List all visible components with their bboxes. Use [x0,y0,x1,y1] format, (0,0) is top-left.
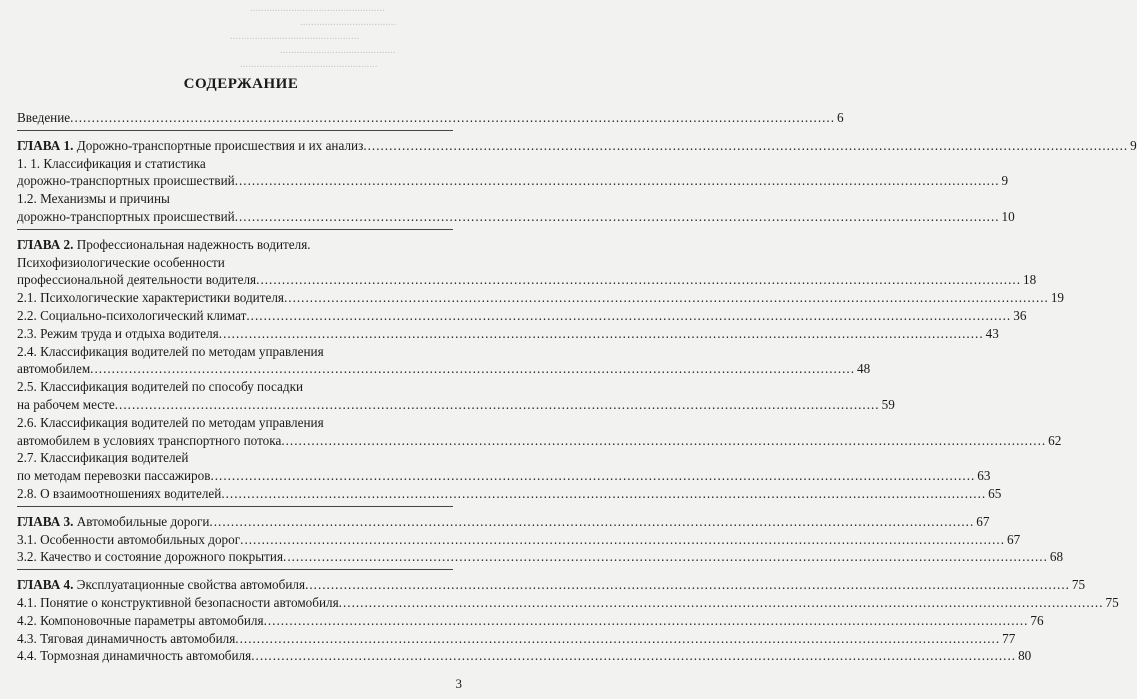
toc-page-number: 67 [976,513,990,529]
leader-dots [235,630,1000,648]
toc-page-number: 43 [985,325,999,341]
toc-entry-label: Введение [17,110,71,125]
toc-page-number: 9 [1130,137,1137,153]
leader-dots [264,612,1029,630]
chapter-label: ГЛАВА 2. [17,236,74,252]
leader-dots [210,467,975,485]
toc-entry-label: 4.1. Понятие о конструктивной безопасности автомобиля [17,594,339,610]
toc-entry-1-2[interactable] [17,208,1015,226]
toc-entry-2-4-line1[interactable]: 2.4. Классификация водителей по методам управления [17,343,324,359]
toc-entry-label: автомобилем в условиях транспортного потока [17,432,282,448]
toc-entry-2-4[interactable] [17,360,871,378]
toc-entry-1-1-line1[interactable]: 1. 1. Классификация и статистика [17,155,206,171]
chapter-title: Эксплуатационные свойства автомобиля [76,577,306,593]
toc-page-number: 19 [1050,290,1065,306]
leader-dots [115,396,880,414]
toc-chapter-3[interactable] [17,513,990,531]
toc-entry-label: автомобилем [17,361,91,377]
divider [17,229,453,230]
chapter-title: Автомобильные дороги [76,513,210,529]
chapter-label: ГЛАВА 4. [17,577,74,593]
leader-dots [90,360,855,378]
toc-page-number: 75 [1105,594,1119,610]
leader-dots [221,485,986,503]
toc-page-number: 9 [1001,173,1009,189]
toc-page-number: 77 [1002,630,1016,646]
toc-entry-2-7-line1[interactable]: 2.7. Классификация водителей [17,450,189,466]
toc-entry-2-8[interactable] [17,485,1002,503]
toc-entry-2-1[interactable] [17,289,1065,307]
toc-entry-label: 3.2. Качество и состояние дорожного покрытия [17,549,284,565]
toc-entry-label: 2.8. О взаимоотношениях водителей [17,485,222,501]
leader-dots [305,576,1070,594]
toc-page-number: 65 [988,485,1002,501]
table-of-contents [17,109,1137,665]
toc-page-number: 59 [881,396,895,412]
divider [17,506,453,507]
toc-entry-1-2-line1[interactable]: 1.2. Механизмы и причины [17,191,170,207]
leader-dots [283,548,1048,566]
leader-dots [235,208,1000,226]
toc-entry-2-5-line1[interactable]: 2.5. Классификация водителей по способу посадки [17,379,304,395]
chapter-title: Профессиональная надежность водителя. [76,236,311,252]
toc-entry-intro[interactable] [17,109,844,127]
toc-entry-label: 2.2. Социально-психологический климат [17,307,247,323]
toc-entry-label: 4.3. Тяговая динамичность автомобиля [17,630,236,646]
leader-dots [219,325,984,343]
toc-entry-label: 3.1. Особенности автомобильных дорог [17,531,241,547]
leader-dots [251,647,1016,665]
toc-entry-label: по методам перевозки пассажиров [17,468,211,484]
toc-entry-label: дорожно-транспортных происшествий [17,208,235,224]
chapter-label: ГЛАВА 3. [17,513,74,529]
toc-entry-label: 4.2. Компоновочные параметры автомобиля [17,612,264,628]
toc-entry-label: дорожно-транспортных происшествий [17,173,235,189]
toc-entry-label: 4.4. Тормозная динамичность автомобиля [17,648,252,664]
toc-entry-2-7[interactable] [17,467,991,485]
toc-page-number: 18 [1022,272,1037,288]
toc-chapter-2[interactable] [17,271,1037,289]
toc-page-number: 67 [1006,531,1021,547]
leader-dots [70,109,835,127]
toc-page-number: 36 [1013,307,1027,323]
toc-page-number: 62 [1048,432,1062,448]
divider [17,569,453,570]
divider [17,130,453,131]
toc-entry-4-2[interactable] [17,612,1044,630]
toc-chapter-1[interactable] [17,137,1137,155]
toc-entry-label: 2.1. Психологические характеристики водителя [17,290,284,306]
toc-page-number: 68 [1049,549,1064,565]
toc-entry-label: на рабочем месте [17,396,115,412]
chapter-title: Дорожно-транспортные происшествия и их анализ [76,137,364,153]
toc-page-number: 80 [1018,648,1032,664]
toc-page-number: 63 [977,468,991,484]
leader-dots [235,172,1000,190]
toc-entry-4-4[interactable] [17,647,1032,665]
toc-entry-1-1[interactable] [17,172,1009,190]
toc-page-number: 6 [837,110,844,125]
leader-dots [281,432,1046,450]
chapter-label: ГЛАВА 1. [17,137,74,153]
toc-page-number: 75 [1071,577,1086,593]
toc-page-number: 76 [1030,612,1044,628]
toc-entry-2-2[interactable] [17,307,1027,325]
toc-page-number: 48 [857,361,871,377]
chapter-title-line2: Психофизиологические особенности [17,254,225,270]
page-number: 3 [455,676,462,691]
toc-entry-2-6[interactable] [17,432,1062,450]
toc-entry-2-6-line1[interactable]: 2.6. Классификация водителей по методам управления [17,414,324,430]
toc-entry-label: 2.3. Режим труда и отдыха водителя [17,325,219,341]
leader-dots [363,137,1128,155]
toc-entry-3-2[interactable] [17,548,1064,566]
toc-chapter-4[interactable] [17,576,1086,594]
toc-entry-4-3[interactable] [17,630,1016,648]
toc-entry-4-1[interactable] [17,594,1119,612]
leader-dots [339,594,1104,612]
toc-entry-3-1[interactable] [17,531,1021,549]
chapter-title-line3: профессиональной деятельности водителя [17,272,257,288]
leader-dots [284,289,1049,307]
toc-chapter-2-line1[interactable] [17,236,453,254]
leader-dots [240,531,1005,549]
page-title: СОДЕРЖАНИЕ [183,76,299,92]
leader-dots [246,307,1011,325]
toc-page-number: 10 [1001,208,1015,224]
show-through-text: ................................................. ................................... ............................................... .......................................... .................................................. [230,2,397,70]
leader-dots [209,513,974,531]
toc-entry-2-5[interactable] [17,396,895,414]
leader-dots [256,271,1021,289]
toc-entry-2-3[interactable] [17,325,999,343]
